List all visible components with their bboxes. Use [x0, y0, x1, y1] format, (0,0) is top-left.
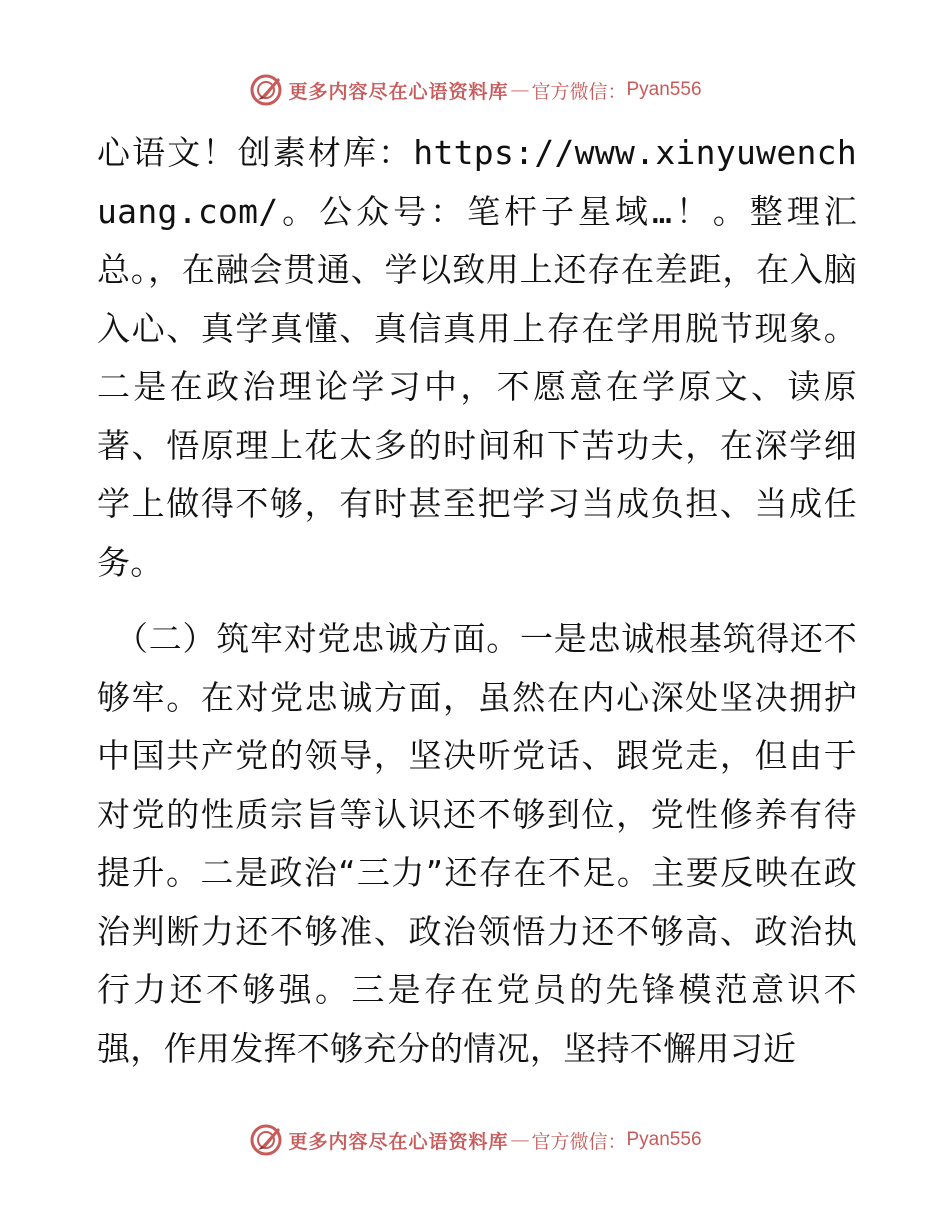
- paragraph-2: （二）筑牢对党忠诚方面。一是忠诚根基筑得还不够牢。在对党忠诚方面，虽然在内心深处坚决拥护中国共产党的领导，坚决听党话、跟党走，但由于对党的性质宗旨等认识还不够到位，党性修养有待提升。二是政治“三力”还存在不足。主要反映在政治判断力还不够准、政治领悟力还不够高、政治执行力还不够强。三是存在党员的先锋模范意识不强，作用发挥不够充分的情况，坚持不懈用习近: [97, 619, 857, 1068]
- banner-wechat-account: Pyan556: [626, 79, 702, 100]
- quill-logo-icon: [248, 72, 284, 108]
- banner-slogan: 更多内容尽在心语资料库: [288, 1130, 509, 1153]
- footer-banner: [0, 1120, 950, 1160]
- banner-wechat-label: 官方微信：: [531, 1130, 627, 1153]
- banner-wechat-account: Pyan556: [626, 1129, 702, 1150]
- paragraph-1: 心语文！创素材库：https://www.xinyuwenchuang.com/。公众号：笔杆子星域…！。整理汇总。，在融会贯通、学以致用上还存在差距，在入脑入心、真学真懂、真信真用上存在学用脱节现象。二是在政治理论学习中，不愿意在学原文、读原著、悟原理上花太多的时间和下苦功夫，在深学细学上做得不够，有时甚至把学习当成负担、当成任务。: [97, 133, 857, 582]
- quill-logo-icon: [248, 1122, 284, 1158]
- banner-dash: —: [510, 1129, 530, 1151]
- banner-slogan: 更多内容尽在心语资料库: [288, 80, 509, 103]
- document-body: [97, 124, 857, 1078]
- banner-wechat-label: 官方微信：: [531, 80, 627, 103]
- banner-dash: —: [510, 79, 530, 101]
- header-banner: [0, 70, 950, 110]
